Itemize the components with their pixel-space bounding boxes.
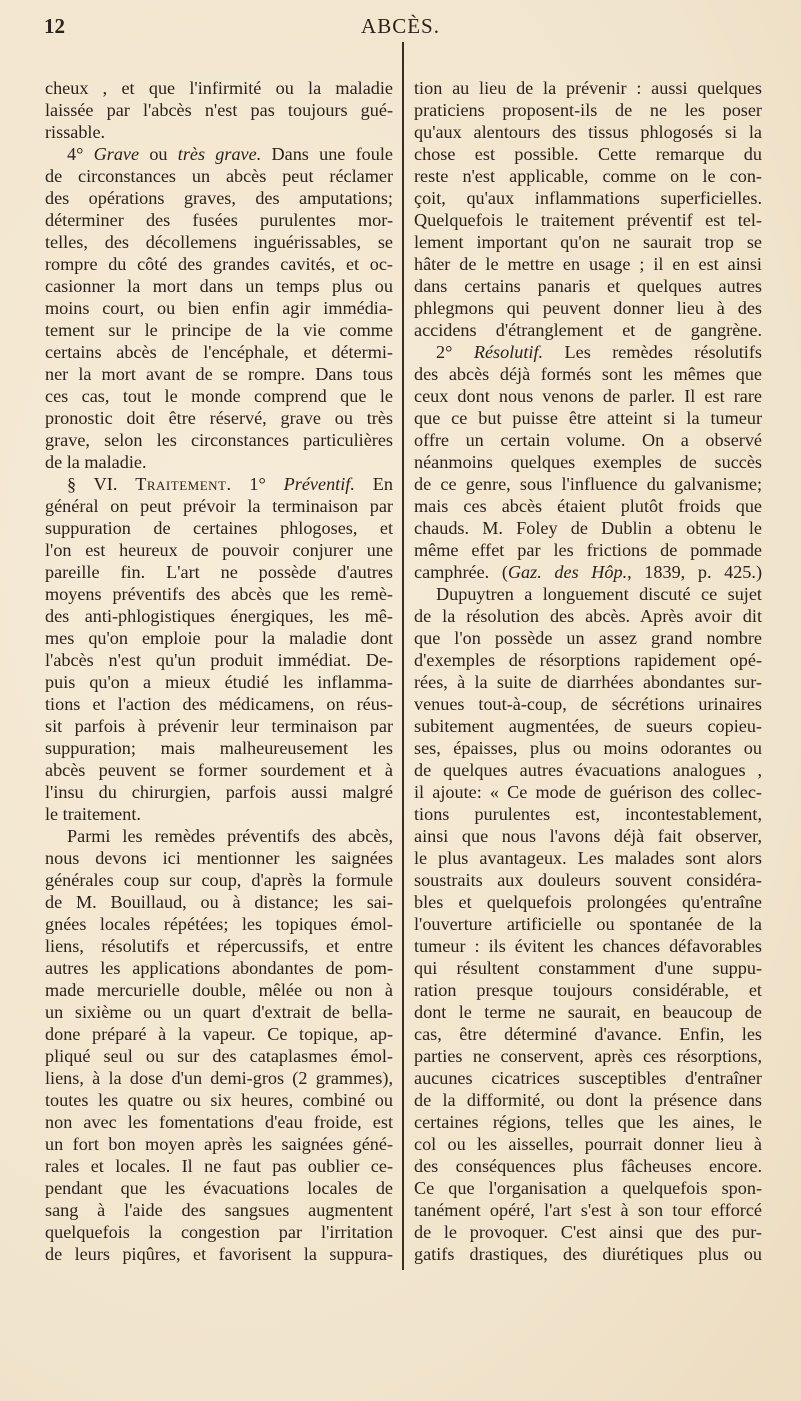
- text-line: col ou les aisselles, pourrait donner lieu à: [414, 1134, 762, 1154]
- text-line: tions et l'action des médicamens, on réus-: [45, 694, 393, 714]
- text-line: Parmi les remèdes préventifs des abcès,: [67, 826, 393, 846]
- text-line: qui résultent constamment d'une suppu-: [414, 958, 762, 978]
- text-line: ration presque toujours considérable, et: [414, 980, 762, 1000]
- text-line: aucunes cicatrices susceptibles d'entraîner: [414, 1068, 762, 1088]
- text-segment: 4°: [67, 144, 94, 164]
- text-line: tement sur le principe de la vie comme: [45, 320, 393, 340]
- text-line: des abcès déjà formés sont les mêmes que: [414, 364, 762, 384]
- text-line: telles, des décollemens inguérissables, se: [45, 232, 393, 252]
- italic-text: Résolutif.: [473, 342, 544, 362]
- text-line: sang à l'aide des sangsues augmentent: [45, 1200, 393, 1220]
- text-line: d'exemples de résorptions rapidement opé-: [414, 650, 762, 670]
- text-line: mes qu'on emploie pour la maladie dont: [45, 628, 393, 648]
- text-line: abcès peuvent se former sourdement et à: [45, 760, 393, 780]
- text-line: que l'on possède un assez grand nombre: [414, 628, 762, 648]
- text-line: pronostic doit être réservé, grave ou très: [45, 408, 393, 428]
- text-line: de la difformité, ou dont la présence dans: [414, 1090, 762, 1110]
- text-line: made mercurielle double, mêlée ou non à: [45, 980, 393, 1000]
- text-line: quelquefois la congestion par l'irritation: [45, 1222, 393, 1242]
- text-line: [414, 341, 762, 363]
- text-line: bles et quelquefois prolongées qu'entraîne: [414, 892, 762, 912]
- left-column: [45, 77, 393, 1265]
- text-line: général on peut prévoir la terminaison par: [45, 496, 393, 516]
- text-line: pliqué seul ou sur des cataplasmes émol-: [45, 1046, 393, 1066]
- text-line: offre un certain volume. On a observé: [414, 430, 762, 450]
- text-line: de la maladie.: [45, 452, 147, 472]
- text-segment: § VI.: [67, 474, 136, 494]
- text-line: il ajoute: « Ce mode de guérison des collec-: [414, 782, 762, 802]
- text-line: toutes les quatre ou six heures, combiné ou: [45, 1090, 393, 1110]
- text-line: suppuration; mais malheureusement les: [45, 738, 393, 758]
- text-line: liens, à la dose d'un demi-gros (2 grammes),: [45, 1068, 393, 1088]
- text-line: le traitement.: [45, 804, 141, 824]
- text-line: déterminer des fusées purulentes mor-: [45, 210, 393, 230]
- text-line: tanément opéré, l'art s'est à son tour efforcé: [414, 1200, 762, 1220]
- text-line: des opérations graves, des amputations;: [45, 188, 393, 208]
- text-line: grave, selon les circonstances particulières: [45, 430, 393, 450]
- text-line: de circonstances un abcès peut réclamer: [45, 166, 393, 186]
- text-line: parties ne conservent, après ces résorptions,: [414, 1046, 762, 1066]
- right-column: [414, 77, 762, 1265]
- text-line: l'on est heureux de pouvoir conjurer une: [45, 540, 393, 560]
- column-divider: [402, 42, 404, 1270]
- text-line: un fort bon moyen après les saignées géné-: [45, 1134, 393, 1154]
- page-number: 12: [44, 14, 65, 38]
- text-line: hâter de le mettre en usage ; il en est ainsi: [414, 254, 762, 274]
- text-line: de leurs piqûres, et favorisent la suppura-: [45, 1244, 393, 1264]
- text-line: suppuration de certaines phlogoses, et: [45, 518, 393, 538]
- text-line: tion au lieu de la prévenir : aussi quelques: [414, 78, 762, 98]
- text-line: cas, être déterminé d'avance. Enfin, les: [414, 1024, 762, 1044]
- text-line: casionner la mort dans un temps plus ou: [45, 276, 393, 296]
- text-line: accidens d'étranglement et de gangrène.: [414, 320, 762, 340]
- text-line: certains abcès de l'encéphale, et détermi-: [45, 342, 393, 362]
- text-segment: 1°: [231, 474, 284, 494]
- text-line: dans certains panaris et quelques autres: [414, 276, 762, 296]
- text-line: dont le terme ne saurait, en beaucoup de: [414, 1002, 762, 1022]
- text-line: l'abcès n'est qu'un produit immédiat. De-: [45, 650, 393, 670]
- text-line: Quelquefois le traitement préventif est tel-: [414, 210, 762, 230]
- text-segment: ou: [139, 144, 178, 164]
- text-line: [414, 561, 762, 583]
- text-segment: camphrée. (: [414, 562, 508, 582]
- text-line: pareille fin. L'art ne possède d'autres: [45, 562, 393, 582]
- text-line: liens, résolutifs et répercussifs, et entre: [45, 936, 393, 956]
- text-segment: En: [354, 474, 393, 494]
- text-line: [45, 473, 393, 495]
- text-line: ainsi que nous l'avons déjà fait observer,: [414, 826, 762, 846]
- text-line: le plus avantageux. Les malades sont alors: [414, 848, 762, 868]
- text-line: gnées locales répétées; les topiques émol-: [45, 914, 393, 934]
- text-segment: Dans une foule: [261, 144, 393, 164]
- text-line: de quelques autres évacuations analogues ,: [414, 760, 762, 780]
- text-line: rées, à la suite de diarrhées abondantes sur-: [414, 672, 762, 692]
- text-line: puis qu'on a mieux étudié les inflamma-: [45, 672, 393, 692]
- text-line: tumeur : ils évitent les chances défavorables: [414, 936, 762, 956]
- text-line: Dupuytren a longuement discuté ce sujet: [436, 584, 762, 604]
- text-segment: Les remèdes résolutifs: [543, 342, 762, 362]
- italic-text: très grave.: [177, 144, 262, 164]
- text-line: cheux , et que l'infirmité ou la maladie: [45, 78, 393, 98]
- text-line: rales et locales. Il ne faut pas oublier ce-: [45, 1156, 393, 1176]
- text-line: tions purulentes est, incontestablement,: [414, 804, 762, 824]
- text-line: l'insu du chirurgien, parfois aussi malgré: [45, 782, 393, 802]
- running-title: ABCÈS.: [361, 14, 440, 38]
- text-line: lement important qu'on ne saurait trop se: [414, 232, 762, 252]
- text-line: subitement augmentées, de sueurs copieu-: [414, 716, 762, 736]
- text-line: que ce but puisse être atteint si la tumeur: [414, 408, 762, 428]
- text-line: gatifs drastiques, des diurétiques plus ou: [414, 1244, 762, 1264]
- text-line: rissable.: [45, 122, 106, 142]
- text-segment: , 1839, p. 425.): [627, 562, 762, 582]
- text-line: de M. Bouillaud, ou à distance; les sai-: [45, 892, 393, 912]
- text-line: chauds. M. Foley de Dublin a obtenu le: [414, 518, 762, 538]
- text-line: des conséquences plus fâcheuses encore.: [414, 1156, 762, 1176]
- text-line: soustraits aux douleurs souvent considéra-: [414, 870, 762, 890]
- text-line: ceux dont nous venons de parler. Il est rare: [414, 386, 762, 406]
- italic-text: Préventif.: [283, 474, 355, 494]
- text-line: done préparé à la vapeur. Ce topique, ap-: [45, 1024, 393, 1044]
- text-line: ses, épaisses, plus ou moins odorantes ou: [414, 738, 762, 758]
- text-line: qu'aux alentours des tissus phlogosés si la: [414, 122, 762, 142]
- text-line: pendant que les évacuations locales de: [45, 1178, 393, 1198]
- text-line: mais ces abcès étaient plutôt froids que: [414, 496, 762, 516]
- text-line: ces cas, tout le monde comprend que le: [45, 386, 393, 406]
- text-line: Ce que l'organisation a quelquefois spon-: [414, 1178, 762, 1198]
- text-line: certaines régions, telles que les aines, le: [414, 1112, 762, 1132]
- italic-text: Gaz. des Hôp.: [507, 562, 628, 582]
- text-line: non avec les fomentations d'eau froide, est: [45, 1112, 393, 1132]
- text-line: l'ouverture artificielle ou spontanée de la: [414, 914, 762, 934]
- text-line: de la résolution des abcès. Après avoir dit: [414, 606, 762, 626]
- text-segment: 2°: [436, 342, 474, 362]
- text-line: de ce genre, sous l'influence du galvanisme;: [414, 474, 762, 494]
- text-line: nous devons ici mentionner les saignées: [45, 848, 393, 868]
- small-caps-heading: Traitement.: [135, 474, 232, 494]
- text-line: des anti-phlogistiques énergiques, les mê-: [45, 606, 393, 626]
- text-line: rompre du côté des grandes cavités, et oc-: [45, 254, 393, 274]
- text-line: même effet par les frictions de pommade: [414, 540, 762, 560]
- text-line: phlegmons qui peuvent donner lieu à des: [414, 298, 762, 318]
- text-line: chose est possible. Cette remarque du: [414, 144, 762, 164]
- text-line: çoit, qu'aux inflammations superficielles.: [414, 188, 762, 208]
- italic-text: Grave: [93, 144, 140, 164]
- text-line: praticiens proposent-ils de ne les poser: [414, 100, 762, 120]
- text-line: moins court, ou bien enfin agir immédia-: [45, 298, 393, 318]
- text-line: néanmoins quelques exemples de succès: [414, 452, 762, 472]
- text-line: générales coup sur coup, d'après la formule: [45, 870, 393, 890]
- text-line: un sixième ou un quart d'extrait de bella-: [45, 1002, 393, 1022]
- text-line: reste n'est applicable, comme on le con-: [414, 166, 762, 186]
- text-line: ner la mort avant de se rompre. Dans tous: [45, 364, 393, 384]
- text-line: laissée par l'abcès n'est pas toujours gué-: [45, 100, 393, 120]
- text-line: de le provoquer. C'est ainsi que des pur-: [414, 1222, 762, 1242]
- text-line: autres les applications abondantes de pom-: [45, 958, 393, 978]
- text-line: venues tout-à-coup, de sécrétions urinaires: [414, 694, 762, 714]
- text-line: moyens préventifs des abcès que les remè-: [45, 584, 393, 604]
- text-line: [45, 143, 393, 165]
- text-line: sit parfois à prévenir leur terminaison par: [45, 716, 393, 736]
